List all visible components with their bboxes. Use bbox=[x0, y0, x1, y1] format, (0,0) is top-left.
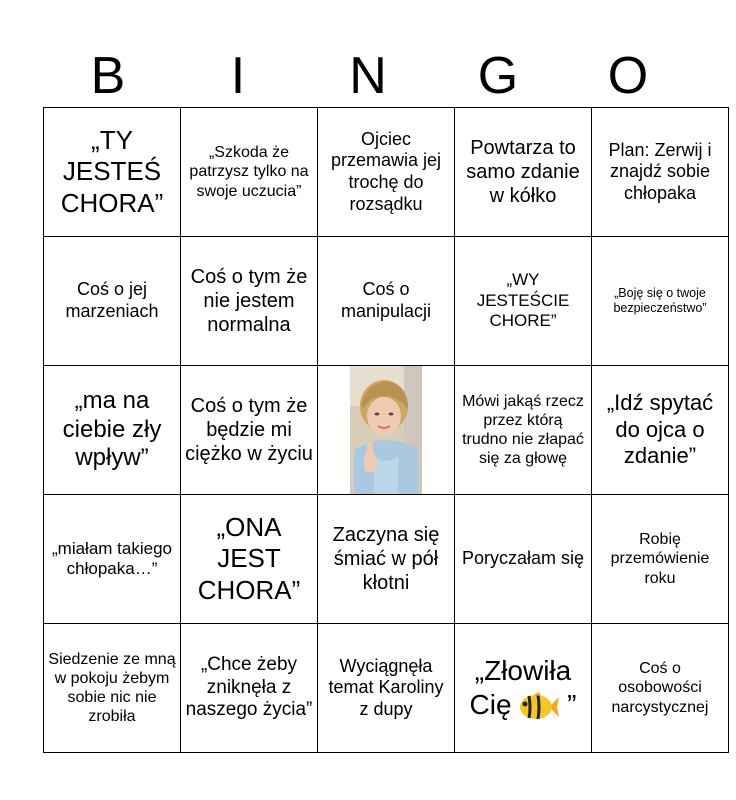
bingo-cell[interactable]: Plan: Zerwij i znajdź sobie chłopaka bbox=[592, 108, 729, 237]
bingo-cell[interactable]: „ONA JEST CHORA” bbox=[181, 495, 318, 624]
board-row bbox=[44, 366, 729, 495]
bingo-cell[interactable]: „Boję się o twoje bezpieczeństwo” bbox=[592, 237, 729, 366]
bingo-cell[interactable]: „Idź spytać do ojca o zdanie” bbox=[592, 366, 729, 495]
board-row bbox=[44, 495, 729, 624]
bingo-cell[interactable]: „WY JESTEŚCIE CHORE” bbox=[455, 237, 592, 366]
board-row bbox=[44, 237, 729, 366]
board-row bbox=[44, 624, 729, 753]
bingo-cell[interactable]: „Szkoda że patrzysz tylko na swoje uczucia” bbox=[181, 108, 318, 237]
bingo-cell[interactable]: Coś o osobowości narcystycznej bbox=[592, 624, 729, 753]
bingo-cell[interactable]: Zaczyna się śmiać w pół kłotni bbox=[318, 495, 455, 624]
bingo-cell[interactable]: „ma na ciebie zły wpływ” bbox=[44, 366, 181, 495]
fish-cell-text: „Złowiła Cię bbox=[469, 655, 572, 720]
bingo-cell[interactable]: „Chce żeby zniknęła z naszego życia” bbox=[181, 624, 318, 753]
tropical-fish-icon bbox=[519, 692, 559, 722]
bingo-cell[interactable]: Ojciec przemawia jej trochę do rozsądku bbox=[318, 108, 455, 237]
bingo-cell[interactable]: „miałam takiego chłopaka…” bbox=[44, 495, 181, 624]
bingo-cell[interactable]: Poryczałam się bbox=[455, 495, 592, 624]
bingo-cell[interactable]: Mówi jakąś rzecz przez którą trudno nie złapać się za głowę bbox=[455, 366, 592, 495]
header-letter-n: N bbox=[349, 47, 387, 105]
header-letter-i: I bbox=[230, 47, 246, 105]
header-letter-b: B bbox=[90, 47, 126, 105]
bingo-cell[interactable]: Wyciągnęła temat Karoliny z dupy bbox=[318, 624, 455, 753]
bingo-cell[interactable]: Coś o tym że będzie mi ciężko w życiu bbox=[181, 366, 318, 495]
free-cell[interactable] bbox=[318, 366, 455, 495]
bingo-cell[interactable]: Coś o jej marzeniach bbox=[44, 237, 181, 366]
bingo-cell-fish[interactable] bbox=[455, 624, 592, 753]
bingo-cell[interactable]: Coś o manipulacji bbox=[318, 237, 455, 366]
bingo-cell[interactable]: Coś o tym że nie jestem normalna bbox=[181, 237, 318, 366]
fish-cell-quote: ” bbox=[567, 688, 577, 720]
header-letter-g: G bbox=[477, 47, 519, 105]
selfie-photo-icon bbox=[350, 366, 422, 494]
board-row bbox=[44, 108, 729, 237]
header-letter-o: O bbox=[607, 47, 649, 105]
bingo-cell[interactable]: Powtarza to samo zdanie w kółko bbox=[455, 108, 592, 237]
bingo-cell[interactable]: Siedzenie ze mną w pokoju żebym sobie nic nie zrobiła bbox=[44, 624, 181, 753]
bingo-header bbox=[43, 46, 693, 106]
bingo-board bbox=[43, 107, 729, 753]
bingo-cell[interactable]: Robię przemówienie roku bbox=[592, 495, 729, 624]
bingo-cell[interactable]: „TY JESTEŚ CHORA” bbox=[44, 108, 181, 237]
